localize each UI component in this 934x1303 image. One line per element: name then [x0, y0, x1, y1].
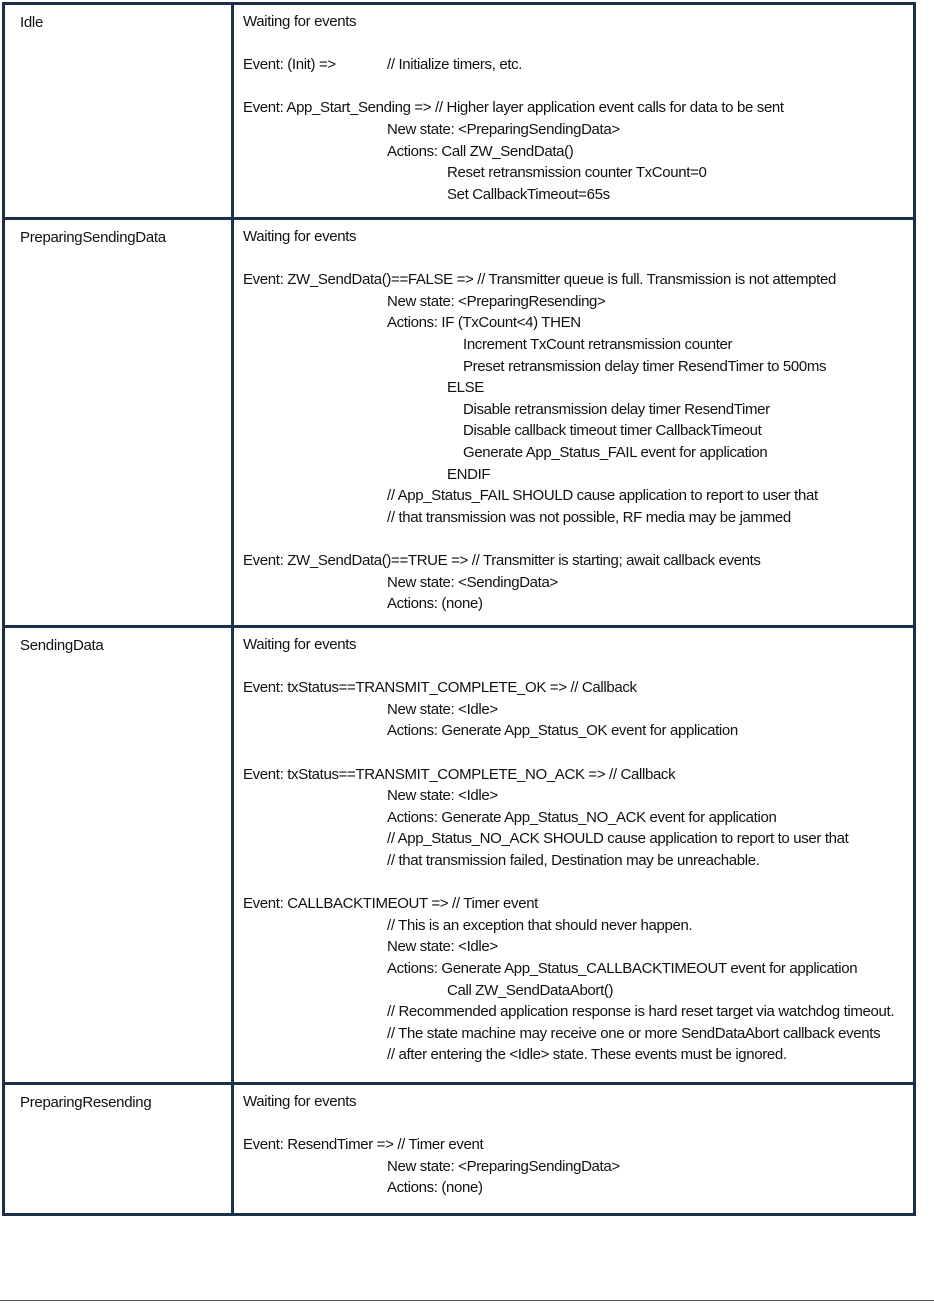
description-line: Waiting for events	[243, 228, 357, 245]
description-line: New state: <Idle>	[387, 787, 498, 805]
description-line: Actions: Generate App_Status_NO_ACK event for application	[387, 808, 777, 826]
description-line: Set CallbackTimeout=65s	[447, 185, 610, 203]
description-comment: // Initialize timers, etc.	[387, 56, 523, 74]
state-name: PreparingSendingData	[20, 229, 166, 246]
description-line: Event: txStatus==TRANSMIT_COMPLETE_NO_ACK => // Callback	[243, 765, 676, 783]
description-line: // App_Status_NO_ACK SHOULD cause application to report to user that	[387, 830, 849, 848]
description-line: New state: <PreparingSendingData>	[387, 121, 620, 138]
column-divider	[231, 5, 234, 217]
description-line: Actions: (none)	[387, 595, 483, 613]
description-line: Actions: Call ZW_SendData()	[387, 142, 574, 160]
state-name: PreparingResending	[20, 1094, 152, 1111]
state-row	[2, 2, 916, 220]
description-line: Generate App_Status_FAIL event for application	[463, 444, 768, 461]
column-divider	[231, 1085, 234, 1213]
description-line: New state: <Idle>	[387, 938, 498, 956]
description-line: Actions: Generate App_Status_OK event for application	[387, 722, 738, 740]
description-line: Event: ResendTimer => // Timer event	[243, 1136, 484, 1154]
state-row	[2, 1082, 916, 1216]
description-line: Event: txStatus==TRANSMIT_COMPLETE_OK => // Callback	[243, 679, 637, 697]
description-line: Actions: Generate App_Status_CALLBACKTIMEOUT event for application	[387, 960, 858, 977]
description-line: ENDIF	[447, 465, 491, 483]
description-line: Actions: (none)	[387, 1179, 483, 1197]
description-line: // that transmission was not possible, RF media may be jammed	[387, 508, 791, 526]
description-line: Preset retransmission delay timer ResendTimer to 500ms	[463, 357, 827, 375]
description-line: Event: ZW_SendData()==TRUE => // Transmitter is starting; await callback events	[243, 552, 761, 569]
description-line: ELSE	[447, 379, 484, 397]
description-line: Event: CALLBACKTIMEOUT => // Timer event	[243, 895, 539, 913]
description-line: Waiting for events	[243, 13, 357, 30]
description-line: // App_Status_FAIL SHOULD cause application to report to user that	[387, 487, 818, 505]
description-line: Waiting for events	[243, 636, 357, 653]
description-line: // Recommended application response is hard reset target via watchdog timeout.	[387, 1003, 895, 1021]
description-line: Waiting for events	[243, 1093, 357, 1110]
description-line: Call ZW_SendDataAbort()	[447, 981, 614, 999]
state-row	[2, 625, 916, 1085]
description-line: New state: <Idle>	[387, 700, 498, 718]
description-line: Disable retransmission delay timer ResendTimer	[463, 400, 770, 418]
description-line: Increment TxCount retransmission counter	[463, 336, 733, 353]
description-line: // after entering the <Idle> state. These events must be ignored.	[387, 1046, 787, 1064]
state-row	[2, 217, 916, 628]
description-line: New state: <PreparingResending>	[387, 292, 606, 310]
description-line: Reset retransmission counter TxCount=0	[447, 164, 707, 182]
column-divider	[231, 220, 234, 625]
description-line: Disable callback timeout timer CallbackTimeout	[463, 422, 762, 440]
description-line: New state: <SendingData>	[387, 573, 558, 591]
description-line: New state: <PreparingSendingData>	[387, 1157, 620, 1175]
description-line: Actions: IF (TxCount<4) THEN	[387, 314, 581, 332]
description-line: Event: (Init) =>	[243, 56, 336, 74]
description-line: // that transmission failed, Destination may be unreachable.	[387, 852, 760, 869]
description-line: // The state machine may receive one or more SendDataAbort callback events	[387, 1024, 881, 1042]
footer-rule	[0, 1300, 934, 1301]
column-divider	[231, 628, 234, 1082]
state-name: Idle	[20, 14, 43, 31]
state-name: SendingData	[20, 637, 104, 654]
description-line: Event: ZW_SendData()==FALSE => // Transmitter queue is full. Transmission is not attempted	[243, 271, 836, 289]
description-line: Event: App_Start_Sending => // Higher layer application event calls for data to be sent	[243, 99, 784, 117]
description-line: // This is an exception that should never happen.	[387, 916, 693, 934]
